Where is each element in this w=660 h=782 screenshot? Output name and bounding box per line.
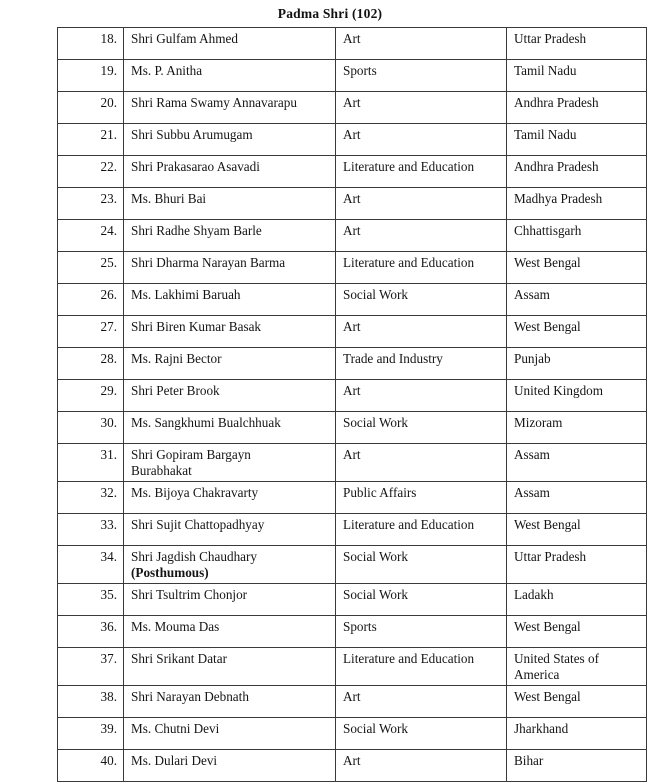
cell-awardee-name: Shri Rama Swamy Annavarapu (124, 92, 336, 124)
table-row (58, 444, 647, 482)
cell-awardee-name: Ms. Dulari Devi (124, 750, 336, 782)
cell-awardee-name: Shri Srikant Datar (124, 648, 336, 686)
cell-state: United Kingdom (507, 380, 647, 412)
table-row (58, 514, 647, 546)
table-row (58, 412, 647, 444)
table-row (58, 348, 647, 380)
cell-state: Uttar Pradesh (507, 546, 647, 584)
cell-awardee-name (124, 546, 336, 584)
cell-field-of-work: Art (336, 220, 507, 252)
table-row (58, 124, 647, 156)
cell-state: West Bengal (507, 514, 647, 546)
table-row (58, 28, 647, 60)
cell-field-of-work: Art (336, 380, 507, 412)
cell-awardee-name: Ms. P. Anitha (124, 60, 336, 92)
cell-field-of-work: Literature and Education (336, 156, 507, 188)
cell-serial-number: 31. (58, 444, 124, 482)
table-row (58, 316, 647, 348)
cell-awardee-name: Shri Gulfam Ahmed (124, 28, 336, 60)
cell-state: West Bengal (507, 316, 647, 348)
awardee-name-line1: Shri Gopiram Bargayn (131, 447, 251, 462)
cell-field-of-work: Sports (336, 616, 507, 648)
cell-field-of-work: Social Work (336, 718, 507, 750)
cell-state: Assam (507, 444, 647, 482)
cell-state: West Bengal (507, 616, 647, 648)
cell-serial-number: 27. (58, 316, 124, 348)
cell-field-of-work: Literature and Education (336, 514, 507, 546)
cell-serial-number: 28. (58, 348, 124, 380)
cell-field-of-work: Art (336, 188, 507, 220)
cell-serial-number: 38. (58, 686, 124, 718)
cell-serial-number: 30. (58, 412, 124, 444)
cell-awardee-name: Shri Dharma Narayan Barma (124, 252, 336, 284)
cell-awardee-name: Ms. Sangkhumi Bualchhuak (124, 412, 336, 444)
awards-table-body (58, 28, 647, 782)
cell-field-of-work: Art (336, 444, 507, 482)
table-row (58, 220, 647, 252)
cell-field-of-work: Art (336, 124, 507, 156)
cell-state: Bihar (507, 750, 647, 782)
cell-state: Tamil Nadu (507, 124, 647, 156)
cell-state: West Bengal (507, 686, 647, 718)
posthumous-note: (Posthumous) (131, 564, 209, 580)
table-row (58, 546, 647, 584)
cell-serial-number: 29. (58, 380, 124, 412)
cell-field-of-work: Art (336, 686, 507, 718)
cell-serial-number: 33. (58, 514, 124, 546)
cell-awardee-name: Shri Biren Kumar Basak (124, 316, 336, 348)
cell-state: Chhattisgarh (507, 220, 647, 252)
table-row (58, 92, 647, 124)
cell-awardee-name: Ms. Rajni Bector (124, 348, 336, 380)
awards-table (57, 27, 647, 782)
table-row (58, 750, 647, 782)
cell-field-of-work: Sports (336, 60, 507, 92)
awardee-name-line1: Shri Jagdish Chaudhary (131, 549, 258, 565)
cell-awardee-name (124, 444, 336, 482)
cell-awardee-name: Ms. Mouma Das (124, 616, 336, 648)
cell-serial-number: 34. (58, 546, 124, 584)
cell-state: Uttar Pradesh (507, 28, 647, 60)
state-line1: United States of (514, 651, 599, 667)
cell-awardee-name: Ms. Bijoya Chakravarty (124, 482, 336, 514)
cell-awardee-name: Shri Subbu Arumugam (124, 124, 336, 156)
cell-serial-number: 19. (58, 60, 124, 92)
cell-field-of-work: Art (336, 92, 507, 124)
cell-awardee-name: Ms. Lakhimi Baruah (124, 284, 336, 316)
page-title: Padma Shri (102) (277, 6, 383, 21)
awards-table-container (57, 27, 604, 782)
cell-field-of-work: Art (336, 750, 507, 782)
cell-serial-number: 24. (58, 220, 124, 252)
table-row (58, 584, 647, 616)
cell-state: Tamil Nadu (507, 60, 647, 92)
cell-state: Andhra Pradesh (507, 92, 647, 124)
table-row (58, 686, 647, 718)
cell-awardee-name: Ms. Chutni Devi (124, 718, 336, 750)
table-row (58, 616, 647, 648)
table-row (58, 60, 647, 92)
cell-serial-number: 36. (58, 616, 124, 648)
cell-serial-number: 35. (58, 584, 124, 616)
cell-field-of-work: Social Work (336, 284, 507, 316)
cell-serial-number: 18. (58, 28, 124, 60)
table-row (58, 380, 647, 412)
cell-awardee-name: Shri Tsultrim Chonjor (124, 584, 336, 616)
cell-state: Madhya Pradesh (507, 188, 647, 220)
cell-state: Assam (507, 482, 647, 514)
cell-field-of-work: Literature and Education (336, 648, 507, 686)
cell-state: Mizoram (507, 412, 647, 444)
cell-state: Punjab (507, 348, 647, 380)
cell-state: Andhra Pradesh (507, 156, 647, 188)
cell-field-of-work: Social Work (336, 584, 507, 616)
cell-serial-number: 21. (58, 124, 124, 156)
cell-field-of-work: Art (336, 316, 507, 348)
cell-serial-number: 23. (58, 188, 124, 220)
table-row (58, 252, 647, 284)
table-row (58, 718, 647, 750)
cell-awardee-name: Shri Peter Brook (124, 380, 336, 412)
table-row (58, 284, 647, 316)
cell-field-of-work: Public Affairs (336, 482, 507, 514)
cell-state: Assam (507, 284, 647, 316)
cell-serial-number: 32. (58, 482, 124, 514)
table-row (58, 156, 647, 188)
table-row (58, 482, 647, 514)
cell-field-of-work: Social Work (336, 412, 507, 444)
state-line2: America (514, 666, 560, 682)
cell-awardee-name: Ms. Bhuri Bai (124, 188, 336, 220)
cell-awardee-name: Shri Narayan Debnath (124, 686, 336, 718)
cell-serial-number: 26. (58, 284, 124, 316)
cell-serial-number: 39. (58, 718, 124, 750)
cell-serial-number: 20. (58, 92, 124, 124)
cell-field-of-work: Social Work (336, 546, 507, 584)
cell-serial-number: 25. (58, 252, 124, 284)
cell-state: Jharkhand (507, 718, 647, 750)
table-row (58, 188, 647, 220)
cell-state (507, 648, 647, 686)
cell-awardee-name: Shri Radhe Shyam Barle (124, 220, 336, 252)
cell-state: West Bengal (507, 252, 647, 284)
cell-field-of-work: Trade and Industry (336, 348, 507, 380)
cell-awardee-name: Shri Sujit Chattopadhyay (124, 514, 336, 546)
awardee-name-line2: Burabhakat (131, 462, 192, 478)
cell-field-of-work: Art (336, 28, 507, 60)
cell-state: Ladakh (507, 584, 647, 616)
cell-serial-number: 37. (58, 648, 124, 686)
table-row (58, 648, 647, 686)
cell-awardee-name: Shri Prakasarao Asavadi (124, 156, 336, 188)
cell-field-of-work: Literature and Education (336, 252, 507, 284)
cell-serial-number: 40. (58, 750, 124, 782)
cell-serial-number: 22. (58, 156, 124, 188)
